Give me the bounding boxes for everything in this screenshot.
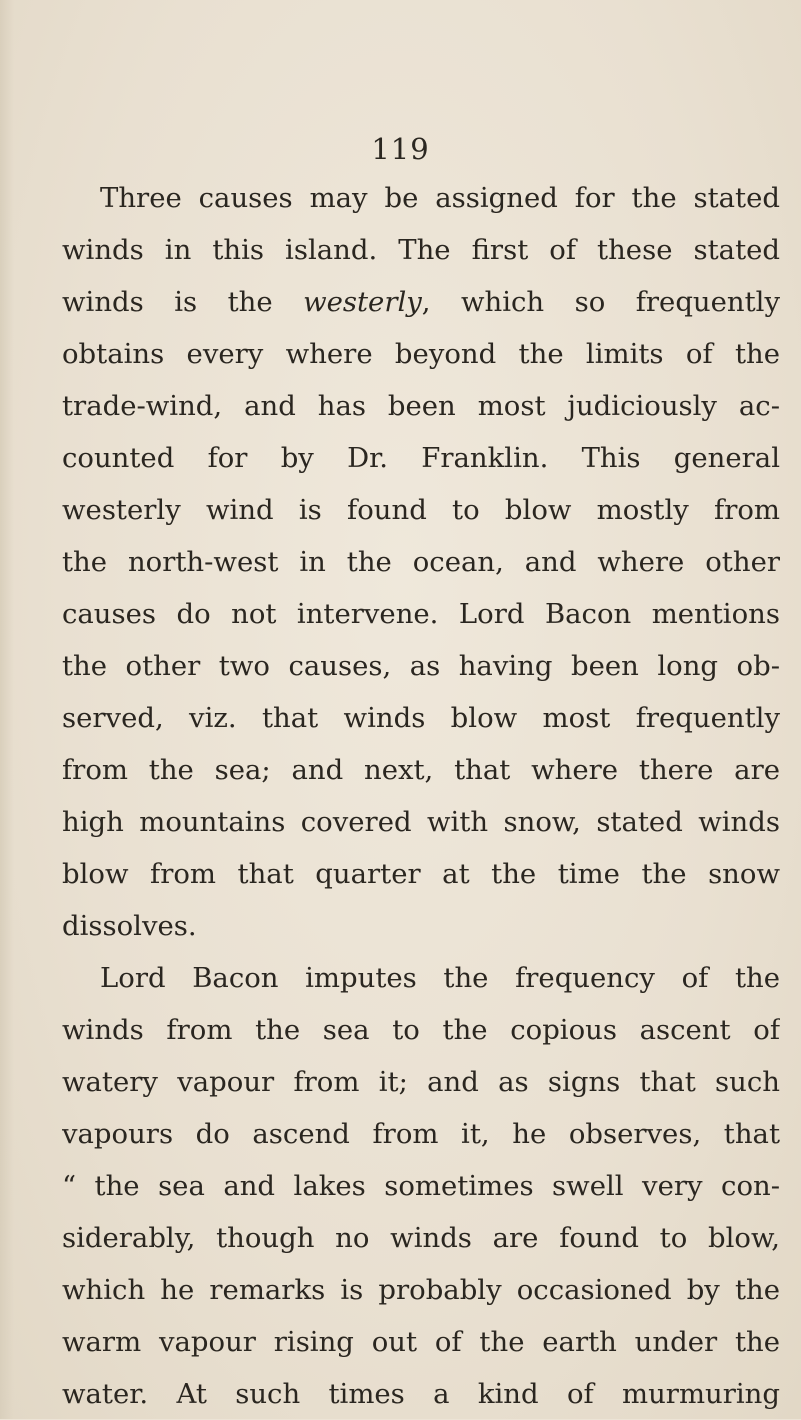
text-line: counted for by Dr. Franklin. This general (62, 442, 780, 474)
text-line: vapours do ascend from it, he observes, that (62, 1118, 780, 1150)
text-line: siderably, though no winds are found to blow, (62, 1222, 780, 1254)
text-line: winds is the westerly, which so frequently (62, 286, 780, 318)
text-line: from the sea; and next, that where there are (62, 754, 780, 786)
page-number: 119 (371, 132, 430, 166)
text-line: westerly wind is found to blow mostly from (62, 494, 780, 526)
text-line: dissolves. (62, 910, 197, 942)
text-line: high mountains covered with snow, stated winds (62, 806, 780, 838)
text-line: obtains every where beyond the limits of the (62, 338, 780, 370)
text-line: blow from that quarter at the time the snow (62, 858, 780, 890)
text-line: winds from the sea to the copious ascent of (62, 1014, 780, 1046)
body-text (62, 172, 780, 1420)
text-line: Lord Bacon imputes the frequency of the (100, 962, 780, 994)
text-line: warm vapour rising out of the earth under the (62, 1326, 780, 1358)
italic-word: westerly (303, 286, 422, 318)
text-line: causes do not intervene. Lord Bacon mentions (62, 598, 780, 630)
text-line: the other two causes, as having been long ob- (62, 650, 780, 682)
text-line: winds in this island. The first of these stated (62, 234, 780, 266)
text-line: “ the sea and lakes sometimes swell very con- (62, 1170, 780, 1202)
text-line: water. At such times a kind of murmuring (62, 1378, 780, 1410)
text-line: trade-wind, and has been most judiciously ac- (62, 390, 780, 422)
text-line: which he remarks is probably occasioned by the (62, 1274, 780, 1306)
text-line: the north-west in the ocean, and where other (62, 546, 780, 578)
text-line: served, viz. that winds blow most frequently (62, 702, 780, 734)
text-line: Three causes may be assigned for the stated (100, 182, 780, 214)
page-edge-shadow (0, 0, 14, 1419)
text-line: watery vapour from it; and as signs that such (62, 1066, 780, 1098)
